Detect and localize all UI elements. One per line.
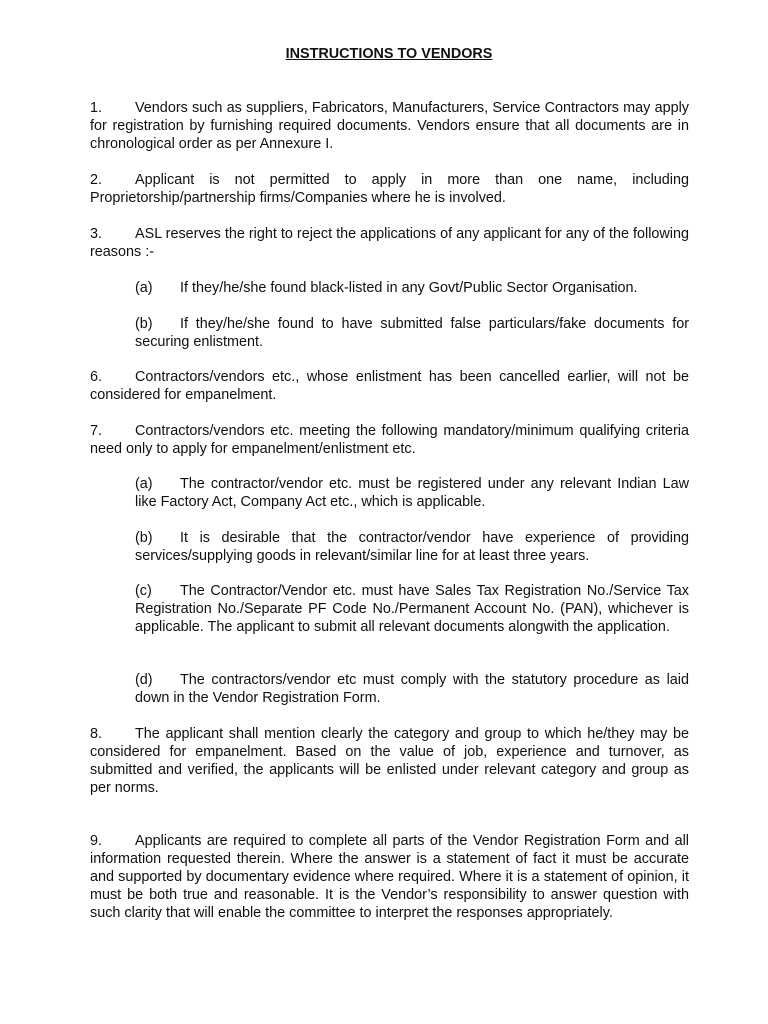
paragraph-2	[90, 171, 689, 207]
sub-item-label: (c)	[135, 583, 152, 599]
sub-item-text: The contractor/vendor etc. must be registered under any relevant Indian Law like Factory Act, Company Act etc., which is applicable.	[135, 476, 689, 510]
paragraph-text: ASL reserves the right to reject the applications of any applicant for any of the following reasons :-	[90, 226, 689, 260]
paragraph-number: 2.	[90, 172, 103, 188]
sub-item-label: (d)	[135, 672, 153, 688]
paragraph-text: Contractors/vendors etc., whose enlistment has been cancelled earlier, will not be considered for empanelment.	[90, 369, 689, 403]
sub-item-7c	[135, 582, 689, 636]
paragraph-number: 8.	[90, 726, 103, 742]
paragraph-text: Contractors/vendors etc. meeting the following mandatory/minimum qualifying criteria need only to apply for empanelment/enlistment etc.	[90, 423, 689, 457]
paragraph-3	[90, 225, 689, 261]
paragraph-number: 3.	[90, 226, 103, 242]
sub-item-7b	[135, 529, 689, 565]
paragraph-number: 7.	[90, 423, 103, 439]
sub-item-label: (a)	[135, 476, 153, 492]
sub-item-text: If they/he/she found black-listed in any Govt/Public Sector Organisation.	[180, 280, 638, 296]
sub-item-text: If they/he/she found to have submitted false particulars/fake documents for securing enlistment.	[135, 316, 689, 350]
sub-item-text: It is desirable that the contractor/vendor have experience of providing services/supplying goods in relevant/similar line for at least three years.	[135, 530, 689, 564]
sub-item-label: (a)	[135, 280, 153, 296]
sub-item-3a	[135, 279, 689, 297]
paragraph-text: Applicants are required to complete all parts of the Vendor Registration Form and all information requested therein. Where the answer is a statement of fact it must be accurate and supported by documentary evidence where required. Where it is a statement of opinion, it must be both true and reasonable. It is the Vendor’s responsibility to answer question with such clarity that will enable the committee to interpret the responses appropriately.	[90, 833, 689, 921]
paragraph-number: 1.	[90, 100, 103, 116]
page-title: INSTRUCTIONS TO VENDORS	[285, 46, 493, 62]
sub-item-7a	[135, 475, 689, 511]
paragraph-number: 9.	[90, 833, 103, 849]
paragraph-text: Applicant is not permitted to apply in more than one name, including Proprietorship/partnership firms/Companies where he is involved.	[90, 172, 689, 206]
sub-item-text: The Contractor/Vendor etc. must have Sales Tax Registration No./Service Tax Registration No./Separate PF Code No./Permanent Account No. (PAN), whichever is applicable. The applicant to submit all relevant documents alongwith the application.	[135, 583, 689, 635]
paragraph-6	[90, 368, 689, 404]
sub-item-7d	[135, 671, 689, 707]
paragraph-7	[90, 422, 689, 458]
sub-item-label: (b)	[135, 530, 153, 546]
paragraph-1	[90, 99, 689, 153]
paragraph-number: 6.	[90, 369, 103, 385]
paragraph-text: Vendors such as suppliers, Fabricators, Manufacturers, Service Contractors may apply for registration by furnishing required documents. Vendors ensure that all documents are in chronological order as per Annexure I.	[90, 100, 689, 152]
sub-item-text: The contractors/vendor etc must comply with the statutory procedure as laid down in the Vendor Registration Form.	[135, 672, 689, 706]
sub-item-label: (b)	[135, 316, 153, 332]
sub-item-3b	[135, 315, 689, 351]
paragraph-text: The applicant shall mention clearly the category and group to which he/they may be considered for empanelment. Based on the value of job, experience and turnover, as submitted and verified, the applicants will be enlisted under relevant category and group as per norms.	[90, 726, 689, 796]
paragraph-8	[90, 725, 689, 797]
paragraph-9	[90, 832, 689, 922]
